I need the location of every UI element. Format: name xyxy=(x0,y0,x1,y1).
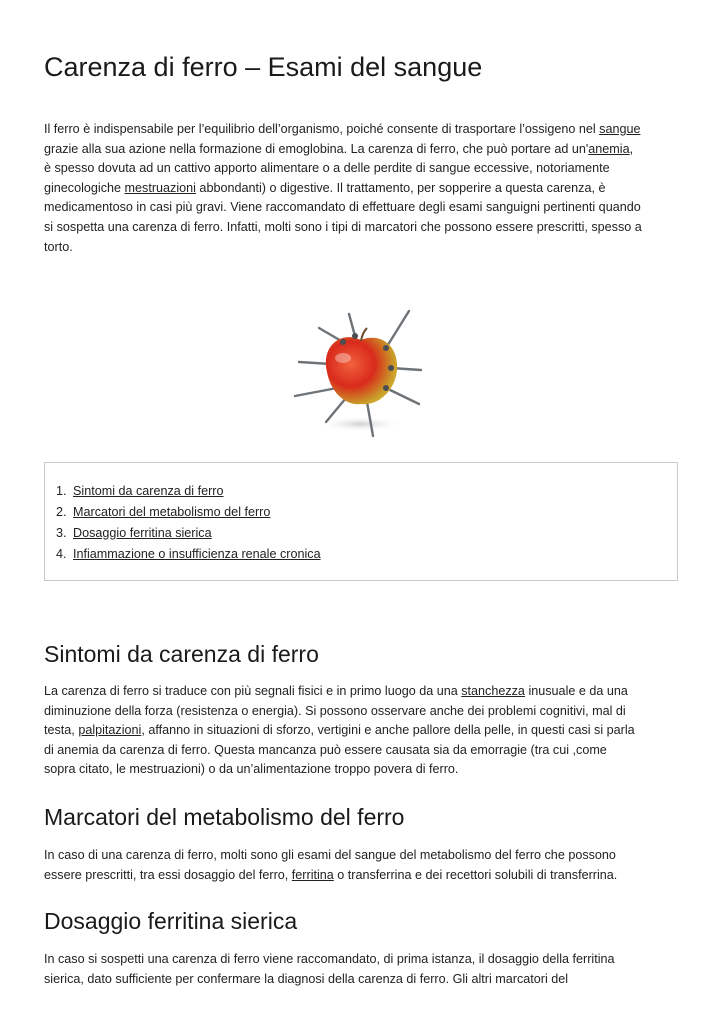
intro-paragraph xyxy=(44,120,680,257)
toc-item xyxy=(56,484,224,498)
link-anemia[interactable]: anemia xyxy=(588,141,630,156)
body-text: inusuale e da una xyxy=(524,684,628,698)
intro-text: è spesso dovuta ad un cattivo apporto alimentare o a delle perdite di sangue eccessive, notoriamente xyxy=(44,161,610,176)
body-text: La carenza di ferro si traduce con più segnali fisici e in primo luogo da una xyxy=(44,684,462,698)
body-text: sopra citato, le mestruazioni) o da un’alimentazione troppo povera di ferro. xyxy=(44,762,459,777)
toc-link-dosaggio[interactable]: Dosaggio ferritina sierica xyxy=(73,526,212,540)
intro-text: Il ferro è indispensabile per l’equilibrio dell’organismo, poiché consente di trasportare l’ossigeno nel xyxy=(44,122,600,136)
toc-link-infiammazione[interactable]: Infiammazione o insufficienza renale cronica xyxy=(73,547,321,561)
link-sangue[interactable]: sangue xyxy=(599,122,641,136)
body-text: testa, xyxy=(44,723,79,738)
section-heading-dosaggio: Dosaggio ferritina sierica xyxy=(44,908,298,934)
intro-text: ginecologiche xyxy=(44,180,125,195)
intro-text: abbondanti) o digestive. Il trattamento, per sopperire a questa carenza, è xyxy=(195,180,606,195)
body-text: , affanno in situazioni di sforzo, vertigini e anche pallore della pelle, in questi casi si parla xyxy=(141,723,635,738)
toc-item xyxy=(56,505,270,519)
link-ferritina[interactable]: ferritina xyxy=(291,867,334,882)
toc-item xyxy=(56,547,321,561)
toc-item xyxy=(56,526,212,540)
section-heading-marcatori: Marcatori del metabolismo del ferro xyxy=(44,804,405,830)
intro-text: , xyxy=(629,141,634,156)
intro-text: si sospetta una carenza di ferro. Infatti, molti sono i tipi di marcatori che possono essere prescritti, spesso a xyxy=(44,219,642,234)
body-text: essere prescritti, tra essi dosaggio del ferro, xyxy=(44,867,292,882)
body-text: di anemia da carenza di ferro. Questa mancanza può essere causata sia da emorragie (tra cui ,come xyxy=(44,742,607,757)
toc-item-number: 1. xyxy=(56,484,67,498)
toc-item-number: 3. xyxy=(56,526,67,540)
apple-nails-illustration xyxy=(291,306,426,446)
body-text: In caso si sospetti una carenza di ferro viene raccomandato, di prima istanza, il dosaggio della ferritina xyxy=(44,952,615,966)
link-palpitazioni[interactable]: palpitazioni xyxy=(78,723,142,738)
apple-with-nails-image xyxy=(291,306,426,446)
toc-link-marcatori[interactable]: Marcatori del metabolismo del ferro xyxy=(73,505,271,519)
link-stanchezza[interactable]: stanchezza xyxy=(461,684,525,698)
body-text: In caso di una carenza di ferro, molti sono gli esami del sangue del metabolismo del ferro che possono xyxy=(44,848,616,862)
intro-text: grazie alla sua azione nella formazione di emoglobina. La carenza di ferro, che può portare ad un' xyxy=(44,141,589,156)
toc-item-number: 2. xyxy=(56,505,67,519)
body-text: sierica, dato sufficiente per confermare la diagnosi della carenza di ferro. Gli altri marcatori del xyxy=(44,971,569,986)
body-text: o transferrina e dei recettori solubili di transferrina. xyxy=(333,867,618,882)
section-paragraph-sintomi xyxy=(44,682,680,780)
toc-link-sintomi[interactable]: Sintomi da carenza di ferro xyxy=(73,484,224,498)
section-heading-sintomi: Sintomi da carenza di ferro xyxy=(44,641,319,667)
section-paragraph-dosaggio xyxy=(44,950,680,989)
table-of-contents xyxy=(44,462,678,581)
intro-text: medicamentoso in casi più gravi. Viene raccomandato di effettuare degli esami sanguigni pertinenti quando xyxy=(44,200,641,215)
link-mestruazioni[interactable]: mestruazioni xyxy=(124,180,196,195)
toc-item-number: 4. xyxy=(56,547,67,561)
section-paragraph-marcatori xyxy=(44,846,680,885)
body-text: diminuzione della forza (resistenza o energia). Si possono osservare anche dei problemi cognitivi, mal di xyxy=(44,703,626,718)
page-title: Carenza di ferro – Esami del sangue xyxy=(44,52,483,82)
intro-text: torto. xyxy=(44,239,73,254)
